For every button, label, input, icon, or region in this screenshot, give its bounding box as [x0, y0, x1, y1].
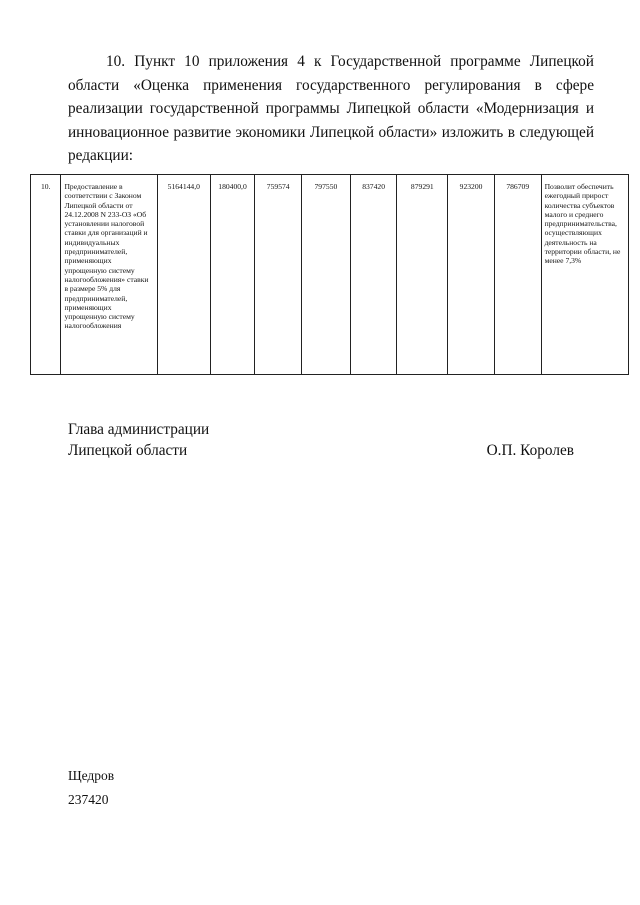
value-cell: 797550	[302, 175, 351, 375]
value-cell: 837420	[350, 175, 397, 375]
value-cell: 923200	[448, 175, 495, 375]
executor-code: 237420	[68, 792, 109, 807]
row-number: 10.	[31, 175, 61, 375]
value-cell: 759574	[255, 175, 302, 375]
executor-name: Щедров	[68, 768, 115, 783]
signature-region: Липецкой области	[68, 442, 188, 459]
row-result: Позволит обеспечить ежегодный прирост количества субъектов малого и среднего предпринимательства, осуществляющих деятельность на территории области, не менее 7,3%	[541, 175, 628, 375]
value-cell: 5164144,0	[157, 175, 210, 375]
table-row	[31, 175, 629, 375]
row-description: Предоставление в соответствии с Законом Липецкой области от 24.12.2008 N 233-ОЗ «Об установлении налоговой ставки для организаций и индивидуальных предпринимателей, применяющих упрощенную систему налогообложения» ставки в размере 5% для предпринимателей, применяющих упрощенную систему налогообложения	[61, 175, 157, 375]
value-cell: 180400,0	[210, 175, 255, 375]
value-cell: 786709	[494, 175, 541, 375]
intro-paragraph: 10. Пункт 10 приложения 4 к Государственной программе Липецкой области «Оценка применения государственного регулирования в сфере реализации государственной программы Липецкой области «Модернизация и инновационное развитие экономики Липецкой области» изложить в следующей редакции:	[68, 53, 594, 164]
signature-name: О.П. Королев	[486, 442, 574, 459]
value-cell: 879291	[397, 175, 448, 375]
program-table	[30, 174, 629, 375]
signature-title: Глава администрации	[68, 421, 210, 438]
